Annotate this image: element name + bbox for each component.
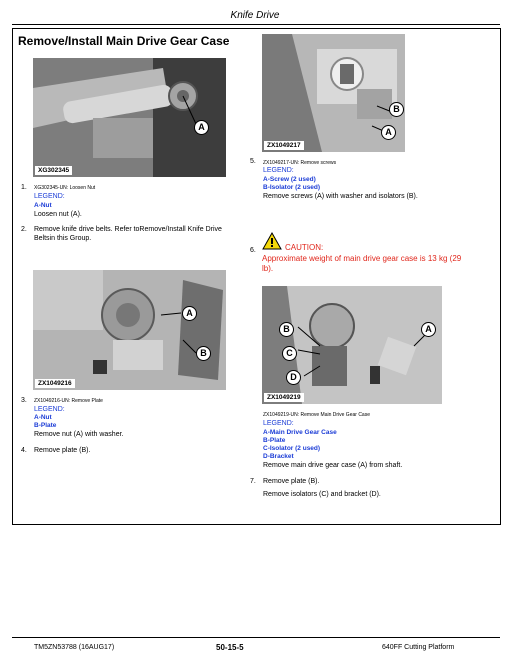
- legend-item: A-Screw (2 used): [263, 176, 316, 183]
- figure-4-illustration: [262, 286, 442, 404]
- step-text: Remove plate (B).: [263, 478, 320, 485]
- legend-heading: LEGEND:: [34, 406, 65, 413]
- legend-heading: LEGEND:: [263, 167, 294, 174]
- footer-product: 640FF Cutting Platform: [382, 644, 455, 651]
- section-title: Remove/Install Main Drive Gear Case: [18, 34, 230, 48]
- step-number: 1.: [21, 184, 27, 191]
- figure-caption: ZX1049217-UN: Remove screws: [263, 160, 337, 166]
- legend-item: A-Main Drive Gear Case: [263, 429, 337, 436]
- figure-caption: ZX1049219-UN: Remove Main Drive Gear Case: [263, 412, 370, 418]
- figure-4-photo: [262, 286, 442, 404]
- footer-rule: [12, 637, 500, 638]
- legend-item: C-Isolator (2 used): [263, 445, 321, 452]
- figure-id: ZX1049216: [35, 379, 75, 388]
- caution-text: Approximate weight of main drive gear case is 13 kg (29 lb).: [262, 254, 462, 273]
- step-number: 4.: [21, 447, 27, 454]
- step-number: 3.: [21, 397, 27, 404]
- callout-b: B: [389, 102, 404, 117]
- legend-heading: LEGEND:: [34, 193, 65, 200]
- caution-icon: [262, 232, 282, 250]
- figure-id: XG302345: [35, 166, 72, 175]
- header-rule: [12, 24, 500, 25]
- figure-caption: ZX1049216-UN: Remove Plate: [34, 398, 103, 404]
- legend-item: D-Bracket: [263, 453, 294, 460]
- figure-2-illustration: [33, 270, 226, 390]
- callout-a: A: [194, 120, 209, 135]
- page-header-title: Knife Drive: [230, 10, 280, 21]
- caution-label: CAUTION:: [285, 243, 324, 252]
- legend-item: A-Nut: [34, 202, 52, 209]
- step-number: 7.: [250, 478, 256, 485]
- step-number: 5.: [250, 158, 256, 165]
- footer-page-number: 50-15-5: [216, 643, 244, 652]
- callout-a: A: [381, 125, 396, 140]
- callout-b: B: [279, 322, 294, 337]
- figure-1-illustration: [33, 58, 226, 177]
- callout-a: A: [421, 322, 436, 337]
- callout-d: D: [286, 370, 301, 385]
- step-text: Remove knife drive belts. Refer toRemove/Install Knife Drive Beltsin this Group.: [34, 226, 222, 242]
- step-text: Remove screws (A) with washer and isolators (B).: [263, 193, 418, 200]
- figure-id: ZX1049219: [264, 393, 304, 402]
- legend-item: B-Plate: [263, 437, 286, 444]
- legend-heading: LEGEND:: [263, 420, 294, 427]
- step-text: Remove main drive gear case (A) from shaft.: [263, 462, 403, 469]
- step-text: Remove isolators (C) and bracket (D).: [263, 491, 381, 498]
- step-text: Remove plate (B).: [34, 447, 91, 454]
- step-text: Remove nut (A) with washer.: [34, 431, 124, 438]
- figure-2-photo: [33, 270, 226, 390]
- step-number: 2.: [21, 226, 27, 233]
- step-text: Loosen nut (A).: [34, 211, 82, 218]
- callout-c: C: [282, 346, 297, 361]
- figure-id: ZX1049217: [264, 141, 304, 150]
- figure-1-photo: [33, 58, 226, 177]
- legend-item: A-Nut: [34, 414, 52, 421]
- footer-doc-id: TM5ZN53788 (16AUG17): [34, 644, 115, 651]
- figure-3-photo: [262, 34, 405, 152]
- callout-a: A: [182, 306, 197, 321]
- callout-b: B: [196, 346, 211, 361]
- figure-caption: XG302345-UN: Loosen Nut: [34, 185, 96, 191]
- legend-item: B-Isolator (2 used): [263, 184, 321, 191]
- legend-item: B-Plate: [34, 422, 57, 429]
- step-number: 6.: [250, 247, 256, 254]
